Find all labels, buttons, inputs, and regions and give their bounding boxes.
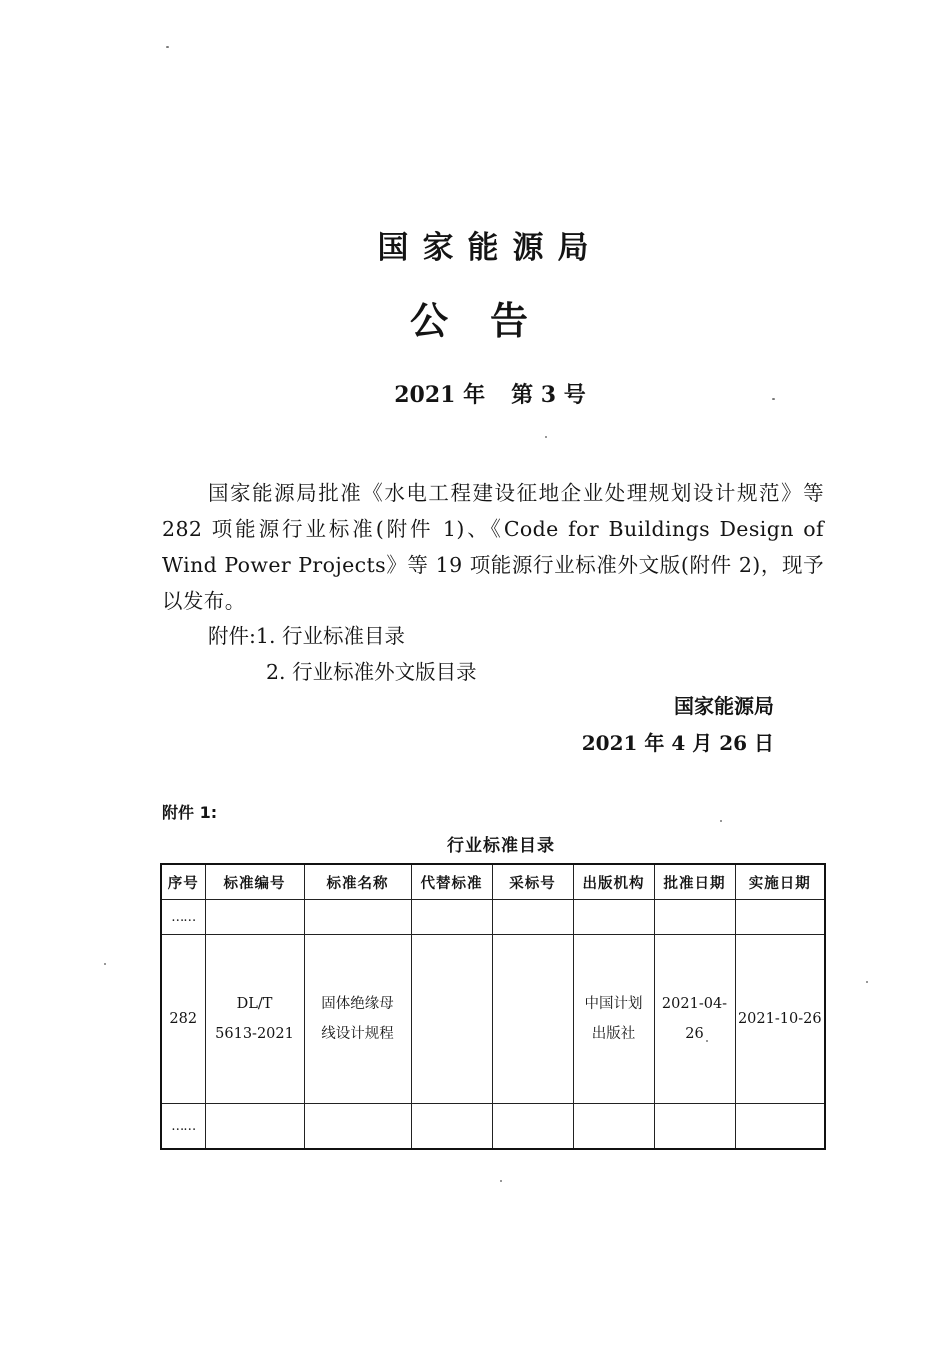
scan-speck	[720, 820, 722, 822]
cell-code-line1: DL/T	[236, 996, 273, 1012]
col-header-approval-date: 批准日期	[654, 864, 735, 900]
document-year: 2021 年	[394, 382, 486, 408]
ellipsis-cell: ……	[161, 1104, 205, 1150]
table-title: 行业标准目录	[447, 836, 555, 856]
cell-effective-date: 2021-10-26	[735, 935, 825, 1104]
document-serial: 第 3 号	[511, 382, 586, 408]
col-header-name: 标准名称	[304, 864, 411, 900]
col-header-code: 标准编号	[205, 864, 304, 900]
ellipsis-cell: ……	[161, 900, 205, 935]
cell-code	[205, 935, 304, 1104]
annex-label: 附件 1:	[162, 803, 218, 822]
cell-code-line2: 5613-2021	[215, 1026, 294, 1042]
cell-adopted	[492, 935, 573, 1104]
signature-org: 国家能源局	[674, 694, 774, 718]
scan-speck	[500, 1180, 502, 1182]
cell-publisher-line1: 中国计划	[584, 996, 643, 1012]
table-header-row	[161, 864, 825, 900]
scan-speck	[104, 963, 106, 965]
scan-speck	[706, 1040, 708, 1042]
cell-seq: 282	[161, 935, 205, 1104]
cell-approval-date: 2021-04-26	[654, 935, 735, 1104]
attachment-item-2: 2. 行业标准外文版目录	[266, 660, 477, 684]
document-kind: 公告	[409, 299, 570, 343]
col-header-effective-date: 实施日期	[735, 864, 825, 900]
cell-name	[304, 935, 411, 1104]
signature-date: 2021 年 4 月 26 日	[581, 731, 774, 755]
agency-title: 国家能源局	[377, 230, 603, 266]
cell-name-line2: 线设计规程	[321, 1026, 394, 1042]
cell-publisher-line2: 出版社	[591, 1026, 636, 1042]
col-header-publisher: 出版机构	[573, 864, 654, 900]
col-header-adopted: 采标号	[492, 864, 573, 900]
table-row-ellipsis-bottom	[161, 1104, 825, 1150]
col-header-replaces: 代替标准	[411, 864, 492, 900]
attachment-item-1: 附件:1. 行业标准目录	[208, 624, 405, 648]
cell-name-line1: 固体绝缘母	[321, 996, 394, 1012]
table-row	[161, 935, 825, 1104]
scan-speck	[772, 398, 775, 400]
col-header-seq: 序号	[161, 864, 205, 900]
scan-speck	[545, 436, 547, 438]
table-row-ellipsis-top	[161, 900, 825, 935]
standards-table	[160, 863, 826, 1150]
document-number	[0, 378, 950, 409]
announcement-paragraph: 国家能源局批准《水电工程建设征地企业处理规划设计规范》等 282 项能源行业标准(附件 1)、《Code for Buildings Design of Wind Power Projects》等 19 项能源行业标准外文版(附件 2)，现予以发布。	[162, 481, 824, 613]
cell-replaces	[411, 935, 492, 1104]
cell-publisher	[573, 935, 654, 1104]
scan-speck	[866, 981, 868, 983]
scan-speck	[166, 46, 169, 48]
